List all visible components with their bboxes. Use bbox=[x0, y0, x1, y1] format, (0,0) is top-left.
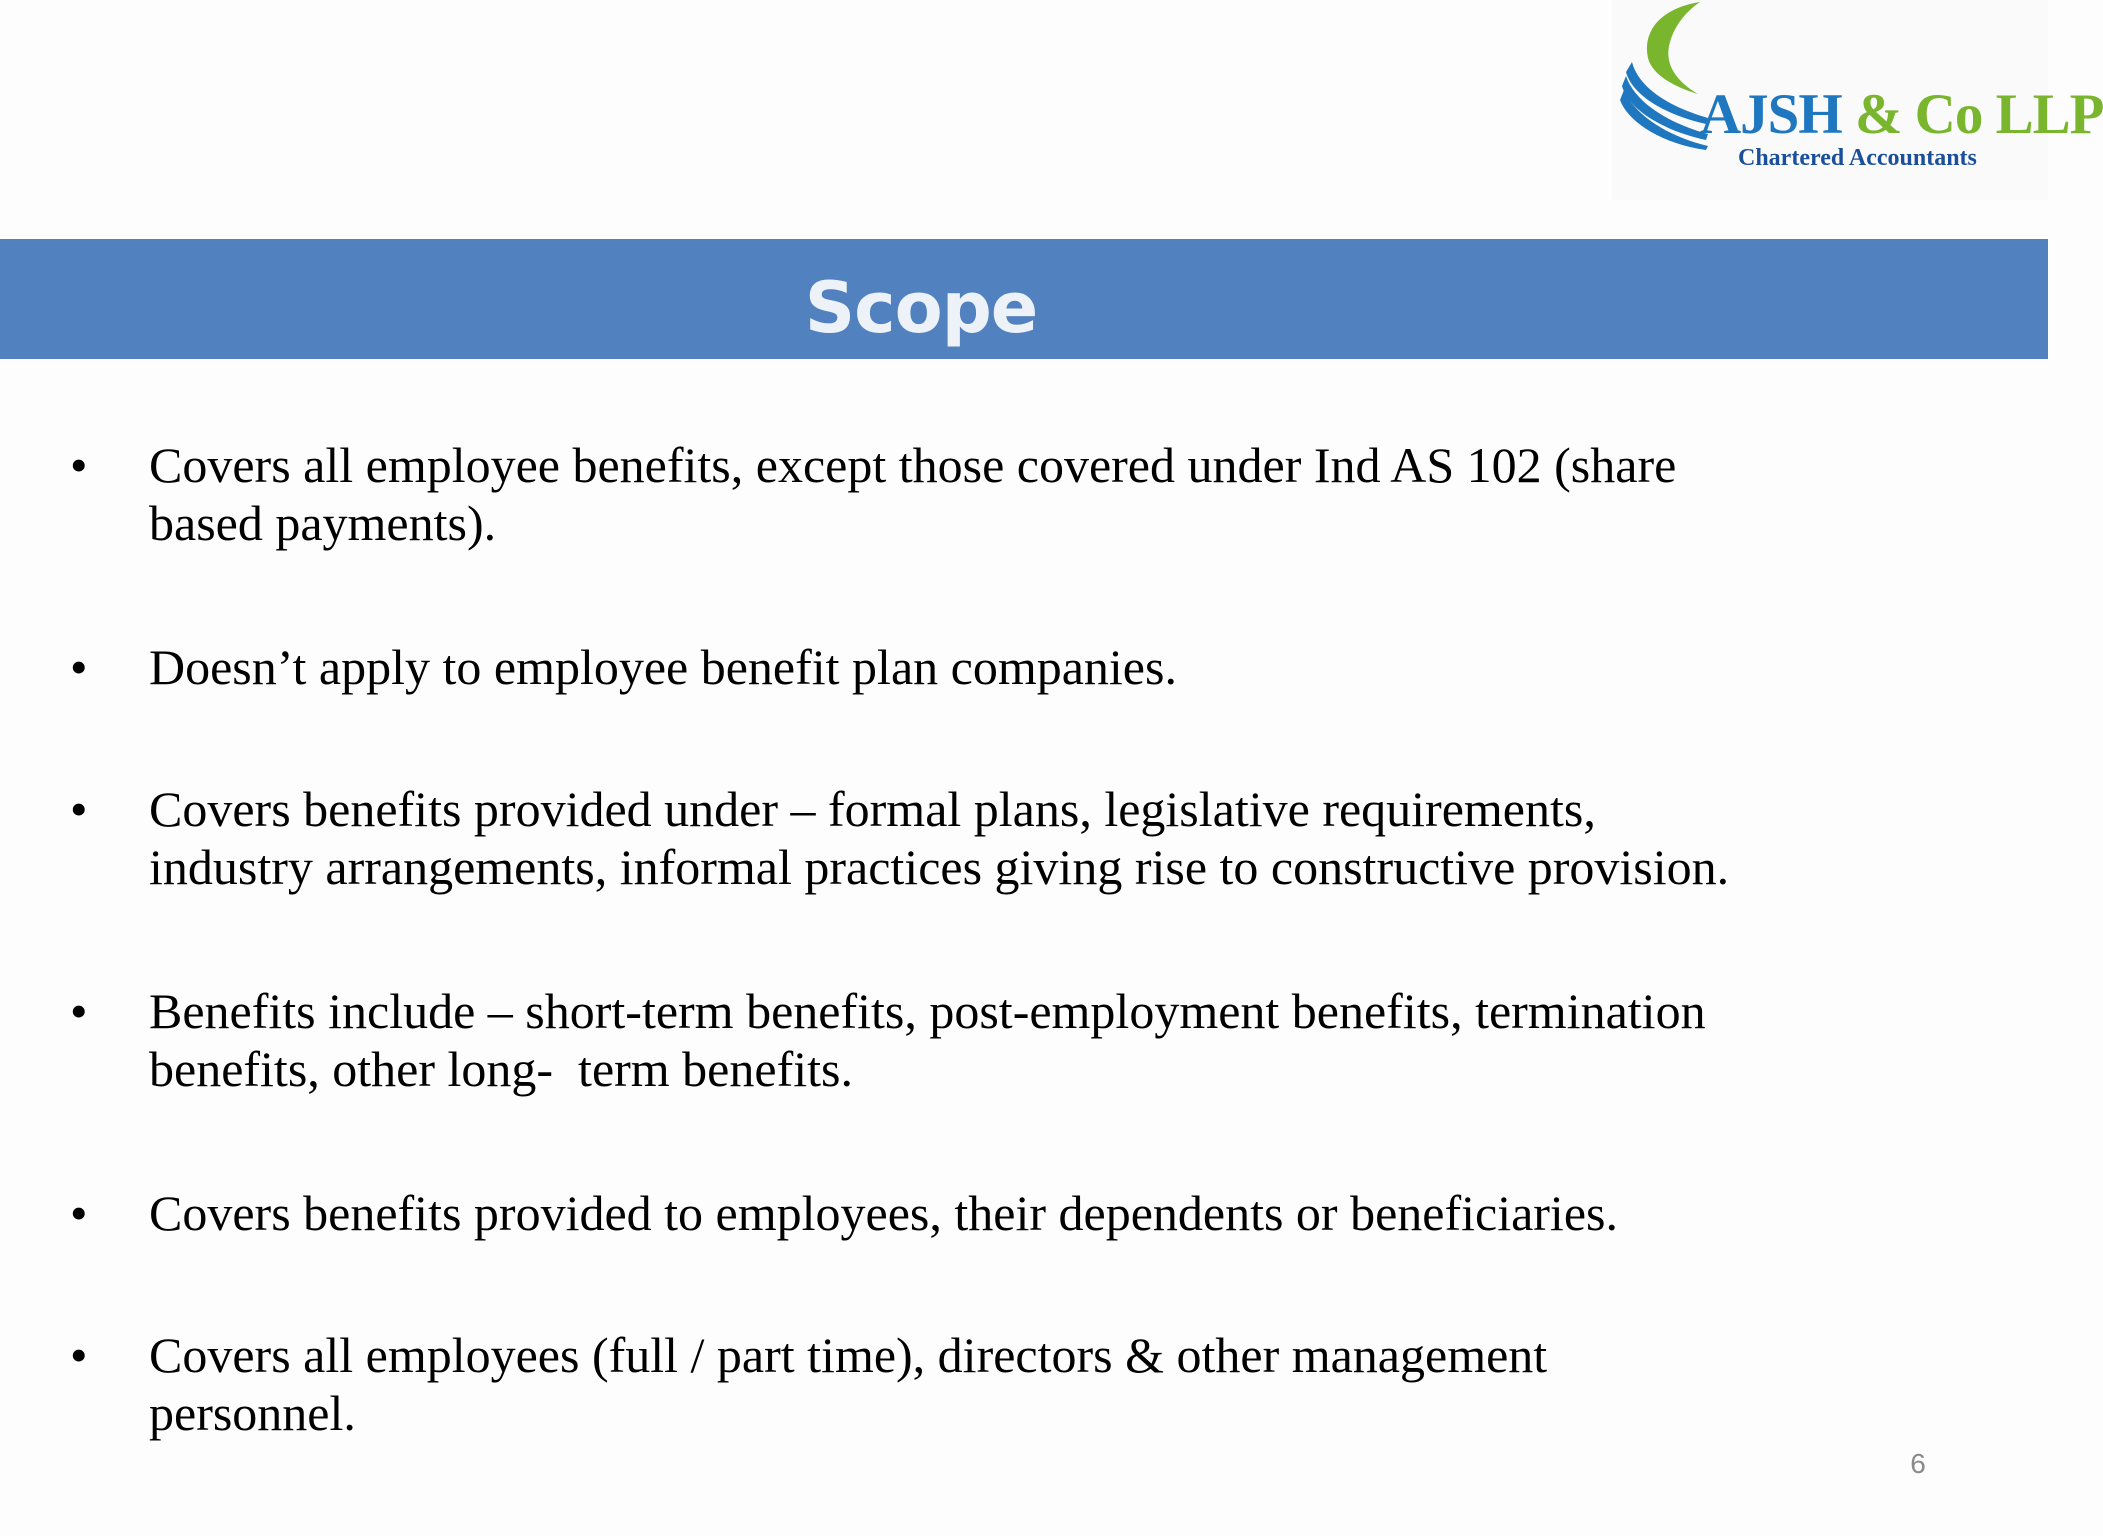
title-band bbox=[0, 239, 2048, 359]
bullet-text bbox=[149, 982, 1889, 1098]
bullet-text bbox=[149, 1326, 1889, 1442]
bullet-line: personnel. bbox=[149, 1385, 356, 1441]
bullet-line: Covers benefits provided under – formal plans, legislative requirements, bbox=[149, 781, 1596, 837]
bullet-line: Covers benefits provided to employees, their dependents or beneficiaries. bbox=[149, 1185, 1618, 1241]
bullet-line: based payments). bbox=[149, 495, 497, 551]
logo-name-ajsh: AJSH bbox=[1700, 83, 1842, 146]
bullet-line: Covers all employees (full / part time), directors & other management bbox=[149, 1327, 1548, 1383]
bullet-line: industry arrangements, informal practices giving rise to constructive provision. bbox=[149, 839, 1730, 895]
bullet-line: Covers all employee benefits, except those covered under Ind AS 102 (share bbox=[149, 437, 1677, 493]
page-number: 6 bbox=[1910, 1448, 1926, 1479]
logo-name-co: & Co bbox=[1854, 83, 1983, 146]
bullet-marker: • bbox=[70, 639, 88, 695]
logo-name-llp: LLP bbox=[1995, 83, 2103, 146]
bullet-marker: • bbox=[70, 1327, 88, 1383]
slide-title: Scope bbox=[804, 267, 1038, 349]
bullet-text bbox=[149, 638, 1889, 696]
company-logo bbox=[1612, 0, 2103, 200]
bullet-line: benefits, other long- term benefits. bbox=[149, 1041, 853, 1097]
bullet-line: Doesn’t apply to employee benefit plan companies. bbox=[149, 639, 1177, 695]
bullet-marker: • bbox=[70, 983, 88, 1039]
bullet-marker: • bbox=[70, 781, 88, 837]
bullet-text bbox=[149, 780, 1889, 896]
bullet-text bbox=[149, 436, 1889, 552]
bullet-marker: • bbox=[70, 1185, 88, 1241]
bullet-line: Benefits include – short-term benefits, post-employment benefits, termination bbox=[149, 983, 1706, 1039]
logo-subtitle: Chartered Accountants bbox=[1738, 145, 1977, 171]
bullet-marker: • bbox=[70, 437, 88, 493]
logo-name bbox=[1700, 83, 2103, 146]
bullet-text bbox=[149, 1184, 1889, 1242]
